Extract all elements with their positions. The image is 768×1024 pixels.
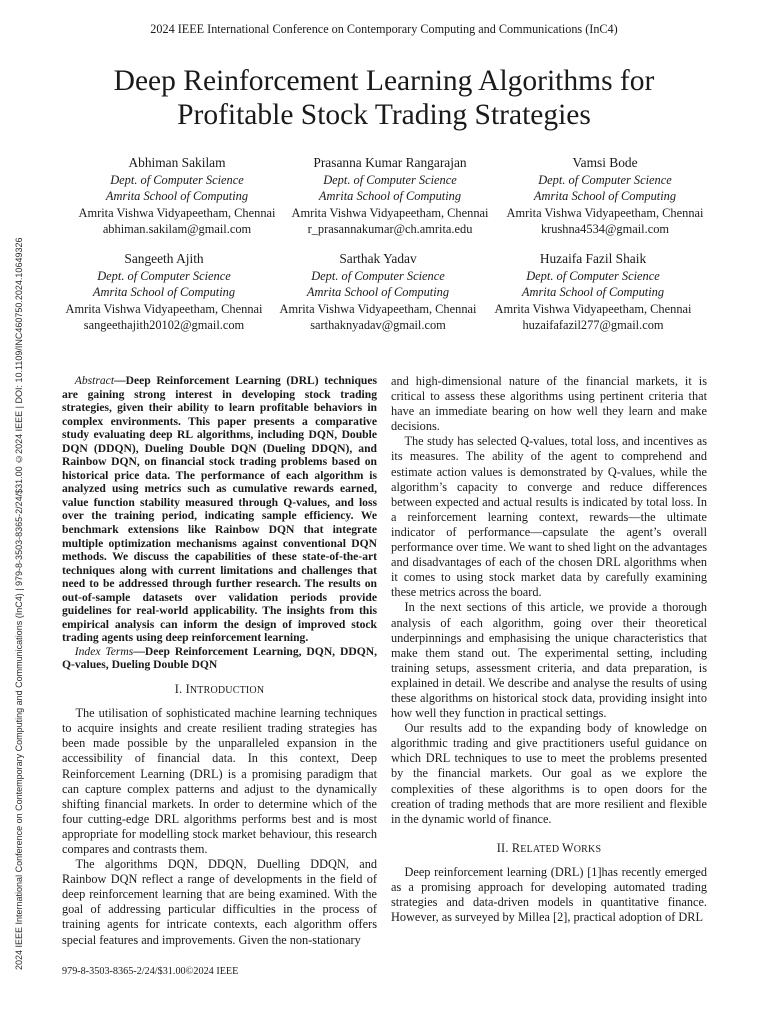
author-univ: Amrita Vishwa Vidyapeetham, Chennai xyxy=(65,301,263,316)
section-title-cap: I xyxy=(185,682,190,697)
author-univ: Amrita Vishwa Vidyapeetham, Chennai xyxy=(291,205,489,220)
author-school: Amrita School of Computing xyxy=(105,189,249,204)
index-terms xyxy=(62,645,377,672)
paragraph: and high-dimensional nature of the financial markets, it is critical to assess these algorithms using pertinent criteria that have an immediate bearing on how well they learn and make decisions. xyxy=(391,374,707,434)
title-line-1: Deep Reinforcement Learning Algorithms for xyxy=(113,65,655,97)
author-univ: Amrita Vishwa Vidyapeetham, Chennai xyxy=(78,205,276,220)
author-email: huzaifafazil277@gmail.com xyxy=(522,318,664,333)
author-block xyxy=(270,155,510,238)
author-email: sangeethajith20102@gmail.com xyxy=(83,318,245,333)
copyright-footer: 979-8-3503-8365-2/24/$31.00©2024 IEEE xyxy=(62,966,239,977)
author-univ: Amrita Vishwa Vidyapeetham, Chennai xyxy=(279,301,477,316)
section-title-rest: ELATED xyxy=(520,843,562,855)
conference-header: 2024 IEEE International Conference on Contemporary Computing and Communications (InC4) xyxy=(150,22,618,36)
author-name: Prasanna Kumar Rangarajan xyxy=(313,155,467,170)
section-title-rest: ORKS xyxy=(573,843,602,855)
author-block xyxy=(485,155,725,238)
section-title-rest: NTRODUCTION xyxy=(189,685,265,697)
author-email: krushna4534@gmail.com xyxy=(540,222,670,237)
abstract-text: —Deep Reinforcement Learning (DRL) techniques are gaining strong interest in developing stock trading strategies, given their ability to learn profitable behaviors in complex environments. This paper presents a comparative study evaluating deep RL algorithms, including DQN, Double DQN (DDQN), Dueling Double DQN (Dueling DDQN), and Rainbow DQN, on financial stock trading problems based on historical price data. The performance of each algorithm is analyzed using metrics such as cumulative rewards earned, value function stability measured through Q-values, and loss over the training period, indicating sample efficiency. We benchmark extensions like Rainbow DQN that integrate multiple optimization mechanisms against conventional DQN methods. We discuss the capabilities of these state-of-the-art techniques along with current limitations and challenges that need to be addressed through further research. The results on out-of-sample datasets over validation periods provide guidelines for real-world applicability. The insights from this empirical analysis can inform the design of improved stock trading agents using deep reinforcement learning. xyxy=(62,374,377,645)
author-dept: Dept. of Computer Science xyxy=(110,172,244,187)
author-dept: Dept. of Computer Science xyxy=(97,268,231,283)
author-name: Sangeeth Ajith xyxy=(124,251,204,266)
author-univ: Amrita Vishwa Vidyapeetham, Chennai xyxy=(494,301,692,316)
sidebar-citation: 2024 IEEE International Conference on Contemporary Computing and Communications (InC4) | 979-8-3503-8365-2/24/$31.00 ©2024 IEEE | DOI: 10.1109/INC460750.2024.10649326 xyxy=(14,237,24,970)
author-dept: Dept. of Computer Science xyxy=(526,268,660,283)
title-line-2: Profitable Stock Trading Strategies xyxy=(177,99,591,131)
section-number: I. xyxy=(174,682,186,697)
author-block xyxy=(258,251,498,334)
author-block xyxy=(57,155,297,238)
paragraph: The study has selected Q-values, total loss, and incentives as its measures. The ability of the agent to comprehend and estimate action values is demonstrated by Q-values, while the algorithm’s capacity to converge and reduce differences between expected and actual results is indicated by total loss. In a reinforcement learning context, rewards—the ultimate indicator of performance—capsulate the agent’s overall performance over time. We want to shed light on the advantages and disadvantages of each of the chosen DRL algorithms when it comes to using stock market data by carefully examining these metrics across the board. xyxy=(391,434,708,600)
author-school: Amrita School of Computing xyxy=(521,285,665,300)
author-name: Sarthak Yadav xyxy=(339,251,417,266)
author-email: abhiman.sakilam@gmail.com xyxy=(102,222,252,237)
author-school: Amrita School of Computing xyxy=(533,189,677,204)
author-dept: Dept. of Computer Science xyxy=(323,172,457,187)
section-heading-introduction xyxy=(62,682,377,698)
author-school: Amrita School of Computing xyxy=(318,189,462,204)
right-column xyxy=(391,374,707,925)
paragraph: The algorithms DQN, DDQN, Duelling DDQN, and Rainbow DQN reflect a range of developments in the field of deep reinforcement learning that are being examined. With the goal of addressing particular difficulties in the process of training agents for intricate contexts, each algorithm offers special features and improvements. Given the non-stationary xyxy=(62,857,377,947)
paper-title xyxy=(0,64,768,132)
paragraph: Our results add to the expanding body of knowledge on algorithmic trading and give practitioners useful guidance on which DRL techniques to use to meet the problems presented by the financial markets. Our goal as we explore the complexities of these algorithms is to open doors for the creation of trading methods that are more resilient and flexible in the dynamic world of finance. xyxy=(391,721,707,826)
author-block xyxy=(44,251,284,334)
author-school: Amrita School of Computing xyxy=(92,285,236,300)
author-name: Abhiman Sakilam xyxy=(128,155,226,170)
section-heading-related-works xyxy=(391,841,707,857)
author-email: r_prasannakumar@ch.amrita.edu xyxy=(307,222,473,237)
section-title-cap: W xyxy=(561,840,574,855)
left-column xyxy=(62,374,377,948)
section-title-cap: R xyxy=(511,840,521,855)
index-terms-label: Index Terms xyxy=(74,644,134,658)
author-school: Amrita School of Computing xyxy=(306,285,450,300)
index-terms-text: —Deep Reinforcement Learning, DQN, DDQN, Q-values, Dueling Double DQN xyxy=(62,644,377,672)
author-email: sarthaknyadav@gmail.com xyxy=(310,318,446,333)
abstract xyxy=(62,374,377,645)
paragraph: In the next sections of this article, we provide a thorough analysis of each algorithm, going over their theoretical underpinnings and emphasising the unique characteristics that make them stand out. The experimental setting, including training setups, assessment criteria, and data preparation, is explained in detail. We describe and analyse the results of using these algorithms on historical stock data, providing insight into how well they function in practical settings. xyxy=(391,600,707,721)
author-name: Vamsi Bode xyxy=(572,155,638,170)
section-number: II. xyxy=(496,840,512,855)
author-dept: Dept. of Computer Science xyxy=(538,172,672,187)
author-univ: Amrita Vishwa Vidyapeetham, Chennai xyxy=(506,205,704,220)
paragraph: Deep reinforcement learning (DRL) [1]has recently emerged as a promising approach for developing automated trading strategies and data-driven models in quantitative finance. However, as surveyed by Millea [2], practical adoption of DRL xyxy=(391,864,707,925)
author-name: Huzaifa Fazil Shaik xyxy=(539,251,647,266)
abstract-label: Abstract xyxy=(74,374,115,387)
author-dept: Dept. of Computer Science xyxy=(311,268,445,283)
author-block xyxy=(473,251,713,334)
paragraph: The utilisation of sophisticated machine learning techniques to acquire insights and create resilient trading strategies has been made possible by the unparalleled expansion in the accessibility of financial data. In this context, Deep Reinforcement Learning (DRL) is a promising paradigm that can capture complex patterns and adjust to the dynamically shifting financial markets. In order to determine which of the four cutting-edge DRL algorithms performs best and is most appropriate for modelling stock market behaviour, this research compares and contrasts them. xyxy=(62,706,377,856)
